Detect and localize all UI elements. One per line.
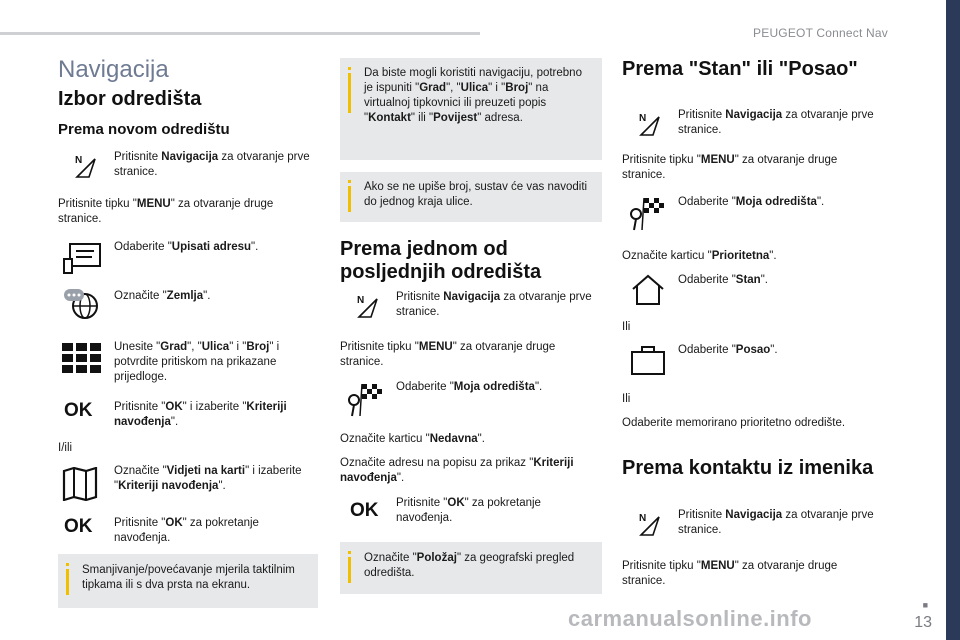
info-icon [348,73,351,113]
step-enter-address: Odaberite "Upisati adresu". [114,241,259,253]
address-entry-icon [60,240,104,276]
step-press-navigation: Pritisnite Navigacija za otvaranje prve stranice. [396,291,592,318]
or-label: Ili [622,321,631,333]
page-number: 13 [914,614,932,631]
navigation-icon [628,106,672,142]
note-requirements-text: Da biste mogli koristiti navigaciju, potrebno je ispuniti "Grad", "Ulica" i "Broj" na virtualnoj tipkovnici ili preuzeti popis "Kontakt" ili "Povijest" adresa. [364,67,582,124]
page-title: Izbor odredišta [58,88,202,110]
note-zoom [58,554,318,608]
svg-text:N: N [75,155,83,166]
step-press-ok-criteria: Pritisnite "OK" i izaberite "Kriteriji navođenja". [114,401,287,428]
step-select-my-destinations: Odaberite "Moja odredišta". [396,381,543,393]
my-destinations-icon [342,382,386,418]
continued-marker: ■ [922,600,928,610]
keyboard-icon [60,340,104,376]
note-position-text: Označite "Položaj" za geografski pregled odredišta. [364,552,575,579]
step-press-menu: Pritisnite tipku "MENU" za otvaranje druge stranice. [622,560,838,587]
section-title: Navigacija [58,56,169,83]
section-recent-destinations-title: Prema jednom od posljednjih odredišta [340,238,542,283]
step-press-ok-start: Pritisnite "OK" za pokretanje navođenja. [114,517,259,544]
note-zoom-text: Smanjivanje/povećavanje mjerila taktilnim tipkama ili s dva prsta na ekranu. [82,564,295,591]
step-press-ok-start: Pritisnite "OK" za pokretanje navođenja. [396,497,541,524]
step-enter-city-street-number: Unesite "Grad", "Ulica" i "Broj" i potvrdite pritiskom na prikazane prijedloge. [114,341,280,383]
my-destinations-icon [624,196,668,232]
step-select-address: Označite adresu na popisu za prikaz "Kriteriji navođenja". [340,457,574,484]
ok-icon: OK [350,500,379,521]
info-icon [66,569,69,595]
info-icon [348,186,351,212]
svg-text:N: N [639,513,647,524]
page-side-tab [946,0,960,640]
step-select-my-destinations: Odaberite "Moja odredišta". [678,196,825,208]
note-house-number [340,172,602,222]
section-contact-title: Prema kontaktu iz imenika [622,457,874,479]
step-select-country: Označite "Zemlja". [114,290,211,302]
or-label: Ili [622,393,631,405]
navigation-icon [628,506,672,542]
section-home-work-title: Prema "Stan" ili "Posao" [622,58,858,80]
navigation-icon [64,148,108,184]
step-press-navigation: Pritisnite Navigacija za otvaranje prve stranice. [114,151,310,178]
header-rule [0,32,480,35]
step-press-menu: Pritisnite tipku "MENU" za otvaranje druge stranice. [622,154,838,181]
step-select-stored-destination: Odaberite memorirano prioritetno odredište. [622,417,846,429]
navigation-icon [346,288,390,324]
note-house-number-text: Ako se ne upiše broj, sustav će vas navoditi do jednog kraja ulice. [364,181,588,208]
note-requirements [340,58,602,160]
note-position [340,542,602,594]
map-view-icon [58,466,102,502]
step-press-menu: Pritisnite tipku "MENU" za otvaranje druge stranice. [58,198,274,225]
svg-text:N: N [639,113,647,124]
ok-icon: OK [64,400,93,421]
ok-icon: OK [64,516,93,537]
step-select-recent-tab: Označite karticu "Nedavna". [340,433,485,445]
home-icon [626,272,670,308]
watermark: carmanualsonline.info [568,606,812,631]
info-icon [348,557,351,583]
step-view-on-map: Označite "Vidjeti na karti" i izaberite "Kriteriji navođenja". [114,465,302,492]
work-briefcase-icon [626,342,670,378]
step-press-menu: Pritisnite tipku "MENU" za otvaranje druge stranice. [340,341,556,368]
svg-text:N: N [357,295,365,306]
step-press-navigation: Pritisnite Navigacija za otvaranje prve stranice. [678,109,874,136]
country-globe-icon [60,286,104,322]
or-label: I/ili [58,442,73,454]
step-select-priority-tab: Označite karticu "Prioritetna". [622,250,777,262]
header-brand: PEUGEOT Connect Nav [753,26,888,40]
step-press-navigation: Pritisnite Navigacija za otvaranje prve stranice. [678,509,874,536]
subtitle-new-destination: Prema novom odredištu [58,121,230,138]
step-select-work: Odaberite "Posao". [678,344,778,356]
step-select-home: Odaberite "Stan". [678,274,768,286]
